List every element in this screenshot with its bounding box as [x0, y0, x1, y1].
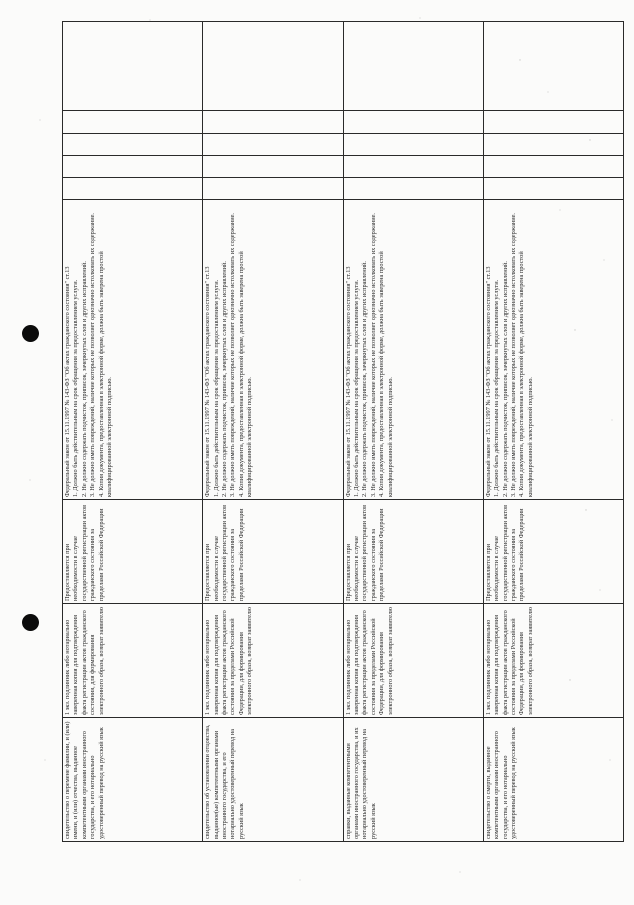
requirement-line: 1. Должно быть действительным на срок обращения за предоставлением услуги.: [212, 279, 220, 497]
requirement-line: квалифицированной электронной подписью.: [526, 376, 534, 497]
requirement-line: 3. Не должно иметь повреждений, наличие которых не позволяет однозначно истолковать их содержание.: [369, 213, 377, 497]
document-name-cell: свидетельство о смерти, выданное компетентными органами иностранного государства, и его нотариально удостоверенный перевод на русский язык: [483, 718, 623, 842]
requirement-line: 4. Копия документа, предоставленная в электронной форме, должна быть заверена простой: [97, 251, 105, 497]
submission-method-cell: 1 экз. подлинник либо нотариально заверенная копия для подтверждения факта регистрации актов гражданского состояния за пределами Российской Федерации, для формирования электронного образа, возврат заявителю: [483, 604, 623, 718]
empty-cell: [343, 111, 483, 134]
empty-cell: [203, 111, 343, 134]
requirement-line: 3. Не должно иметь повреждений, наличие которых не позволяет однозначно истолковать их содержание.: [509, 213, 517, 497]
legal-requirements-cell: [203, 200, 343, 500]
submission-method-cell: 1 экз. подлинник либо нотариально заверенная копия для подтверждения факта регистрации актов гражданского состояния, для формирования электронного образа, возврат заявителю: [63, 604, 203, 718]
empty-cell: [203, 134, 343, 156]
condition-cell: Предоставляется при необходимости в случае государственной регистрации актов гражданского состояния за пределами Российской Федерации: [63, 500, 203, 604]
empty-cell: [343, 156, 483, 178]
requirement-line: 1. Должно быть действительным на срок обращения за предоставлением услуги.: [493, 279, 501, 497]
condition-cell: Предоставляется при необходимости в случае государственной регистрации актов гражданского состояния за пределами Российской Федерации: [203, 500, 343, 604]
requirement-line: 1. Должно быть действительным на срок обращения за предоставлением услуги.: [72, 279, 80, 497]
empty-cell: [203, 22, 343, 111]
empty-cell: [343, 22, 483, 111]
empty-cell: [483, 111, 623, 134]
empty-cell: [63, 134, 203, 156]
document-name-cell: справки, выданные компетентными органами иностранного государства, и их нотариально удостоверенный перевод на русский язык: [343, 718, 483, 842]
empty-cell: [63, 178, 203, 200]
document-name-cell: свидетельство об установлении отцовства, выданное(ые) компетентными органами иностранного государства, и его нотариально удостоверенный перевод на русский язык: [203, 718, 343, 842]
requirement-line: квалифицированной электронной подписью.: [386, 376, 394, 497]
empty-cell: [343, 178, 483, 200]
empty-cell: [483, 22, 623, 111]
rotated-table-wrapper: [62, 22, 624, 842]
empty-cell: [483, 178, 623, 200]
requirement-line: 2. Не должно содержать подчисток, приписок, зачеркнутых слов и других исправлений.: [80, 261, 88, 497]
table-row: [203, 22, 343, 842]
legal-requirements-cell: [343, 200, 483, 500]
document-name-cell: свидетельство о перемене фамилии, и (или) имени, и (или) отчества, выданное компетентными органами иностранного государства, и его нотариально удостоверенный перевод на русский язык: [63, 718, 203, 842]
empty-cell: [483, 134, 623, 156]
condition-cell: Предоставляется при необходимости в случае государственной регистрации актов гражданского состояния за пределами Российской Федерации: [343, 500, 483, 604]
legal-requirements-cell: [63, 200, 203, 500]
requirement-line: квалифицированной электронной подписью.: [246, 376, 254, 497]
requirement-line: квалифицированной электронной подписью.: [106, 376, 114, 497]
requirement-line: 2. Не должно содержать подчисток, приписок, зачеркнутых слов и других исправлений.: [221, 261, 229, 497]
empty-cell: [343, 134, 483, 156]
requirement-line: Федеральный закон от 15.11.1997 № 143-ФЗ "Об актах гражданского состояния" ст.13: [64, 266, 71, 497]
requirements-table: [62, 21, 624, 842]
requirement-line: 3. Не должно иметь повреждений, наличие которых не позволяет однозначно истолковать их содержание.: [89, 213, 97, 497]
empty-cell: [203, 178, 343, 200]
empty-cell: [203, 156, 343, 178]
requirement-line: 3. Не должно иметь повреждений, наличие которых не позволяет однозначно истолковать их содержание.: [229, 213, 237, 497]
empty-cell: [63, 156, 203, 178]
table-row: [63, 22, 203, 842]
requirement-line: 2. Не должно содержать подчисток, приписок, зачеркнутых слов и других исправлений.: [361, 261, 369, 497]
empty-cell: [483, 156, 623, 178]
requirement-line: 4. Копия документа, предоставленная в электронной форме, должна быть заверена простой: [518, 251, 526, 497]
table-row: [343, 22, 483, 842]
requirement-line: 4. Копия документа, предоставленная в электронной форме, должна быть заверена простой: [237, 251, 245, 497]
submission-method-cell: 1 экз. подлинник либо нотариально заверенная копия для подтверждения факта регистрации актов гражданского состояния за пределами Российской Федерации, для формирования электронного образа, возврат заявителю: [203, 604, 343, 718]
requirement-line: 1. Должно быть действительным на срок обращения за предоставлением услуги.: [352, 279, 360, 497]
requirement-line: Федеральный закон от 15.11.1997 № 143-ФЗ "Об актах гражданского состояния" ст.13: [344, 266, 352, 497]
empty-cell: [63, 111, 203, 134]
empty-cell: [63, 22, 203, 111]
condition-cell: Предоставляется при необходимости в случае государственной регистрации актов гражданского состояния за пределами Российской Федерации: [483, 500, 623, 604]
requirement-line: Федеральный закон от 15.11.1997 № 143-ФЗ "Об актах гражданского состояния" ст.13: [204, 266, 212, 497]
table-row: [483, 22, 623, 842]
requirement-line: 2. Не должно содержать подчисток, приписок, зачеркнутых слов и других исправлений.: [501, 261, 509, 497]
requirement-line: Федеральный закон от 15.11.1997 № 143-ФЗ "Об актах гражданского состояния" ст.13: [484, 266, 492, 497]
submission-method-cell: 1 экз. подлинник либо нотариально заверенная копия для подтверждения факта регистрации актов гражданского состояния за пределами Российской Федерации, для формирования электронного образа, возврат заявителю: [343, 604, 483, 718]
legal-requirements-cell: [483, 200, 623, 500]
requirement-line: 4. Копия документа, предоставленная в электронной форме, должна быть заверена простой: [378, 251, 386, 497]
